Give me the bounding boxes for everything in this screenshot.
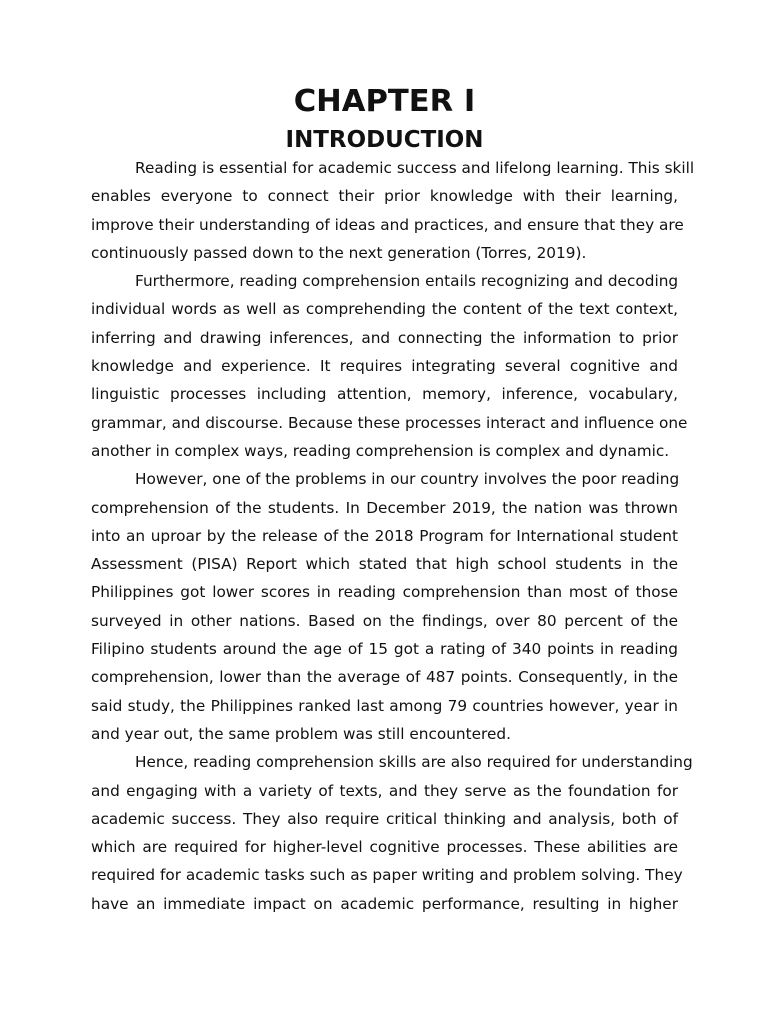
chapter-heading: CHAPTER I	[293, 84, 476, 119]
text-line: which are required for higher-level cognitive processes. These abilities are	[91, 838, 678, 857]
text-line: However, one of the problems in our country involves the poor reading	[135, 470, 680, 489]
text-line: improve their understanding of ideas and practices, and ensure that they are	[91, 215, 684, 234]
body-paragraph	[91, 267, 688, 465]
body-paragraph	[91, 748, 693, 918]
text-line: Filipino students around the age of 15 got a rating of 340 points in reading	[91, 640, 678, 659]
text-line: another in complex ways, reading comprehension is complex and dynamic.	[91, 441, 670, 460]
body-text	[91, 154, 695, 918]
text-line: Assessment (PISA) Report which stated that high school students in the	[91, 555, 678, 574]
text-line: Philippines got lower scores in reading comprehension than most of those	[91, 583, 678, 602]
text-line: individual words as well as comprehending the content of the text context,	[91, 300, 678, 319]
text-line: continuously passed down to the next generation (Torres, 2019).	[91, 243, 587, 262]
text-line: enables everyone to connect their prior knowledge with their learning,	[91, 187, 678, 206]
text-line: inferring and drawing inferences, and connecting the information to prior	[91, 328, 678, 347]
text-line: academic success. They also require critical thinking and analysis, both of	[91, 809, 678, 828]
text-line: linguistic processes including attention, memory, inference, vocabulary,	[91, 385, 678, 404]
text-line: Furthermore, reading comprehension entails recognizing and decoding	[135, 272, 679, 291]
text-line: and year out, the same problem was still encountered.	[91, 724, 511, 743]
section-title: INTRODUCTION	[285, 127, 484, 153]
document-page	[91, 84, 695, 918]
text-line: surveyed in other nations. Based on the findings, over 80 percent of the	[91, 611, 678, 630]
body-paragraph	[91, 465, 678, 748]
text-line: Reading is essential for academic success and lifelong learning. This skill	[135, 159, 695, 177]
text-line: required for academic tasks such as paper writing and problem solving. They	[91, 866, 683, 885]
text-line: said study, the Philippines ranked last among 79 countries however, year in	[91, 696, 678, 715]
text-line: and engaging with a variety of texts, and they serve as the foundation for	[91, 781, 678, 800]
text-line: Hence, reading comprehension skills are also required for understanding	[135, 753, 693, 772]
text-line: comprehension, lower than the average of 487 points. Consequently, in the	[91, 668, 678, 687]
text-line: grammar, and discourse. Because these processes interact and influence one	[91, 413, 688, 432]
text-line: knowledge and experience. It requires integrating several cognitive and	[91, 357, 678, 376]
text-line: into an uproar by the release of the 2018 Program for International student	[91, 526, 678, 545]
text-line: comprehension of the students. In December 2019, the nation was thrown	[91, 498, 678, 517]
text-line: have an immediate impact on academic performance, resulting in higher	[91, 894, 678, 913]
body-paragraph	[91, 154, 695, 267]
